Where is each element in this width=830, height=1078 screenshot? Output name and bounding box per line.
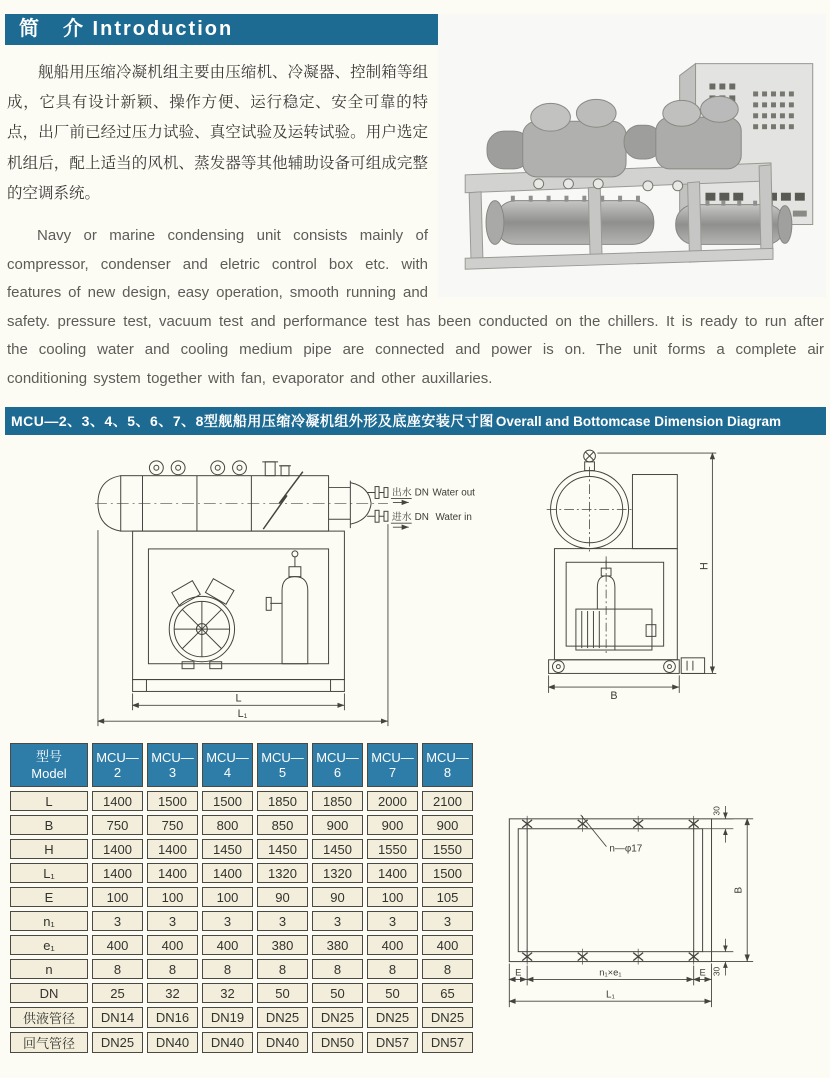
front-view-drawing bbox=[91, 445, 483, 734]
spec-value: 900 bbox=[422, 815, 473, 835]
spec-value: 1550 bbox=[367, 839, 418, 859]
section-title-zh: MCU—2、3、4、5、6、7、8型舰船用压缩冷凝机组外形及底座安装尺寸图 bbox=[11, 413, 494, 430]
spec-value: DN50 bbox=[312, 1032, 363, 1053]
top-fittings bbox=[262, 462, 291, 476]
row-label: E bbox=[10, 887, 88, 907]
spec-value: 1500 bbox=[147, 791, 198, 811]
spec-value: 65 bbox=[422, 983, 473, 1003]
row-label: B bbox=[10, 815, 88, 835]
row-label: 回气管径 bbox=[10, 1032, 88, 1053]
svg-text:n₁×e₁: n₁×e₁ bbox=[599, 966, 622, 978]
spec-value: 3 bbox=[202, 911, 253, 931]
spec-value: 3 bbox=[367, 911, 418, 931]
spec-value: DN14 bbox=[92, 1007, 143, 1028]
spec-value: 2100 bbox=[422, 791, 473, 811]
spec-value: 25 bbox=[92, 983, 143, 1003]
spec-value: 8 bbox=[147, 959, 198, 979]
dimension-B-side bbox=[549, 675, 680, 701]
table-row bbox=[10, 911, 473, 931]
spec-value: 90 bbox=[257, 887, 308, 907]
compressor-side bbox=[576, 557, 656, 655]
table-row bbox=[10, 863, 473, 883]
spec-value: 8 bbox=[422, 959, 473, 979]
spec-value: DN25 bbox=[92, 1032, 143, 1053]
svg-text:E: E bbox=[699, 966, 706, 978]
svg-text:E: E bbox=[515, 966, 522, 978]
spec-value: 1400 bbox=[147, 839, 198, 859]
spec-value: 8 bbox=[312, 959, 363, 979]
table-row bbox=[10, 815, 473, 835]
model-header-cell: MCU—4 bbox=[202, 743, 253, 787]
svg-text:B: B bbox=[610, 689, 618, 702]
svg-text:Water in: Water in bbox=[435, 512, 472, 524]
spec-value: 400 bbox=[92, 935, 143, 955]
spec-value: DN25 bbox=[422, 1007, 473, 1028]
base-side bbox=[549, 658, 705, 674]
spec-value: 8 bbox=[257, 959, 308, 979]
table-row bbox=[10, 983, 473, 1003]
spec-value: 100 bbox=[367, 887, 418, 907]
model-header-cell: MCU—5 bbox=[257, 743, 308, 787]
spec-value: 1400 bbox=[92, 839, 143, 859]
spec-value: 1500 bbox=[202, 791, 253, 811]
spec-value: 3 bbox=[422, 911, 473, 931]
oil-separator-tank bbox=[266, 551, 308, 664]
spec-value: 3 bbox=[312, 911, 363, 931]
spec-value: 105 bbox=[422, 887, 473, 907]
intro-paragraph-en: Navy or marine condensing unit consists mainly of compressor, condenser and eletric control box etc. with features of new design, easy operation, smooth running and safety. pressure test, vacuum test and performance test has been conducted on the chillers. It is ready to run after the cooling water and cooling medium pipe are connected and power is on. The unit forms a complete air conditioning system together with fan, evaporator and other auxillaries. bbox=[7, 227, 824, 387]
water-in-label bbox=[391, 510, 472, 527]
compressor-flywheel bbox=[169, 579, 234, 669]
spec-value: DN40 bbox=[257, 1032, 308, 1053]
svg-text:L₁: L₁ bbox=[605, 989, 615, 1001]
model-header-en: Model bbox=[31, 766, 67, 782]
row-label: 供液管径 bbox=[10, 1007, 88, 1028]
spec-value: 1450 bbox=[202, 839, 253, 859]
svg-text:进水: 进水 bbox=[391, 512, 412, 524]
model-header-cell: MCU—2 bbox=[92, 743, 143, 787]
row-label: L bbox=[10, 791, 88, 811]
spec-value: 1850 bbox=[257, 791, 308, 811]
spec-value: DN40 bbox=[202, 1032, 253, 1053]
spec-value: 1400 bbox=[367, 863, 418, 883]
spec-value: 1500 bbox=[422, 863, 473, 883]
spec-value: DN25 bbox=[257, 1007, 308, 1028]
spec-value: 100 bbox=[202, 887, 253, 907]
spec-value: 90 bbox=[312, 887, 363, 907]
svg-text:30: 30 bbox=[711, 966, 722, 977]
base-rail bbox=[133, 680, 345, 692]
section-header-bar bbox=[5, 407, 826, 435]
spec-value: 380 bbox=[257, 935, 308, 955]
row-label: n₁ bbox=[10, 911, 88, 931]
spec-value: DN40 bbox=[147, 1032, 198, 1053]
table-row bbox=[10, 959, 473, 979]
svg-text:L₁: L₁ bbox=[237, 708, 248, 721]
spec-value: 1400 bbox=[92, 863, 143, 883]
intro-title: 简 介 Introduction bbox=[19, 18, 234, 40]
spec-value: 400 bbox=[422, 935, 473, 955]
spec-value: DN16 bbox=[147, 1007, 198, 1028]
spec-value: 100 bbox=[147, 887, 198, 907]
row-label: H bbox=[10, 839, 88, 859]
table-row bbox=[10, 1032, 473, 1053]
water-box bbox=[329, 481, 388, 529]
base-plan-wrap bbox=[493, 801, 823, 1027]
spec-value: 8 bbox=[367, 959, 418, 979]
spec-value: 800 bbox=[202, 815, 253, 835]
table-and-baseplan bbox=[5, 739, 826, 1057]
spec-value: 50 bbox=[257, 983, 308, 1003]
svg-text:DN: DN bbox=[414, 487, 429, 499]
water-out-label bbox=[391, 486, 475, 503]
spec-value: 1400 bbox=[92, 791, 143, 811]
condensing-unit-photo bbox=[438, 14, 826, 297]
condenser-left bbox=[486, 196, 654, 245]
table-header-row bbox=[10, 743, 473, 787]
control-box-side bbox=[632, 475, 677, 549]
spec-value: 850 bbox=[257, 815, 308, 835]
svg-text:n—φ17: n—φ17 bbox=[609, 843, 643, 855]
break-mark bbox=[263, 472, 303, 529]
intro-header-bar bbox=[5, 14, 438, 45]
model-header-cell: MCU—6 bbox=[312, 743, 363, 787]
spec-value: 400 bbox=[202, 935, 253, 955]
row-label: n bbox=[10, 959, 88, 979]
dimension-drawings bbox=[5, 435, 826, 735]
spec-value: 1550 bbox=[422, 839, 473, 859]
unit-frame-side bbox=[554, 549, 677, 660]
spec-value: 380 bbox=[312, 935, 363, 955]
unit-frame bbox=[133, 531, 345, 679]
valve-handwheels bbox=[149, 461, 246, 475]
spec-value: DN57 bbox=[367, 1032, 418, 1053]
spec-value: DN57 bbox=[422, 1032, 473, 1053]
condenser-end-view bbox=[547, 467, 633, 555]
spec-value: 400 bbox=[147, 935, 198, 955]
product-photo bbox=[438, 14, 826, 297]
spec-value: 50 bbox=[367, 983, 418, 1003]
spec-value: 8 bbox=[92, 959, 143, 979]
spec-value: 3 bbox=[257, 911, 308, 931]
spec-value: 3 bbox=[147, 911, 198, 931]
model-header-zh: 型号 bbox=[35, 749, 62, 765]
spec-value: DN19 bbox=[202, 1007, 253, 1028]
model-header-cell: MCU—7 bbox=[367, 743, 418, 787]
base-plan-drawing bbox=[493, 801, 823, 1027]
table-row bbox=[10, 935, 473, 955]
spec-value: 750 bbox=[92, 815, 143, 835]
svg-text:B: B bbox=[733, 886, 745, 894]
base-frame bbox=[509, 819, 711, 962]
model-header-cell bbox=[10, 743, 88, 787]
spec-value: 400 bbox=[367, 935, 418, 955]
svg-text:30: 30 bbox=[711, 806, 722, 816]
spec-table bbox=[6, 739, 477, 1057]
svg-text:H: H bbox=[698, 562, 711, 571]
spec-value: 750 bbox=[147, 815, 198, 835]
side-view-drawing bbox=[533, 445, 728, 701]
table-row bbox=[10, 887, 473, 907]
row-label: e₁ bbox=[10, 935, 88, 955]
spec-value: 8 bbox=[202, 959, 253, 979]
dimension-edge-bottom bbox=[703, 939, 734, 976]
row-label: DN bbox=[10, 983, 88, 1003]
panel-logo bbox=[793, 211, 807, 217]
model-header-cell: MCU—3 bbox=[147, 743, 198, 787]
model-header-cell: MCU—8 bbox=[422, 743, 473, 787]
spec-value: 1850 bbox=[312, 791, 363, 811]
spec-value: 1450 bbox=[312, 839, 363, 859]
dimension-B-base bbox=[712, 819, 754, 962]
spec-value: 2000 bbox=[367, 791, 418, 811]
spec-value: DN25 bbox=[312, 1007, 363, 1028]
svg-text:DN: DN bbox=[414, 512, 429, 524]
svg-text:Water out: Water out bbox=[432, 487, 475, 499]
spec-value: 1320 bbox=[257, 863, 308, 883]
bottom-dimensions bbox=[509, 964, 711, 1008]
dimension-edge-top bbox=[703, 806, 734, 843]
spec-value: 32 bbox=[147, 983, 198, 1003]
spec-value: 1450 bbox=[257, 839, 308, 859]
row-label: L₁ bbox=[10, 863, 88, 883]
spec-value: 32 bbox=[202, 983, 253, 1003]
spec-value: 3 bbox=[92, 911, 143, 931]
table-row bbox=[10, 1007, 473, 1028]
table-row bbox=[10, 839, 473, 859]
spec-table-body bbox=[10, 791, 473, 1053]
section-title-en: Overall and Bottomcase Dimension Diagram bbox=[495, 414, 781, 430]
intro-paragraph-zh: 舰船用压缩冷凝机组主要由压缩机、冷凝器、控制箱等组成，它具有设计新颖、操作方便、运行稳定、安全可靠的特点，出厂前已经过压力试验、真空试验及运转试验。用户选定机组后，配上适当的风机、蒸发器等其他辅助设备可组成完整的空调系统。 bbox=[7, 64, 428, 202]
spec-value: 1400 bbox=[147, 863, 198, 883]
spec-value: 50 bbox=[312, 983, 363, 1003]
spec-value: DN25 bbox=[367, 1007, 418, 1028]
svg-text:L: L bbox=[235, 692, 242, 705]
table-row bbox=[10, 791, 473, 811]
spec-value: 900 bbox=[312, 815, 363, 835]
spec-value: 100 bbox=[92, 887, 143, 907]
spec-value: 1320 bbox=[312, 863, 363, 883]
spec-value: 900 bbox=[367, 815, 418, 835]
bolt-holes bbox=[522, 816, 698, 965]
svg-text:出水: 出水 bbox=[391, 487, 412, 499]
spec-value: 1400 bbox=[202, 863, 253, 883]
